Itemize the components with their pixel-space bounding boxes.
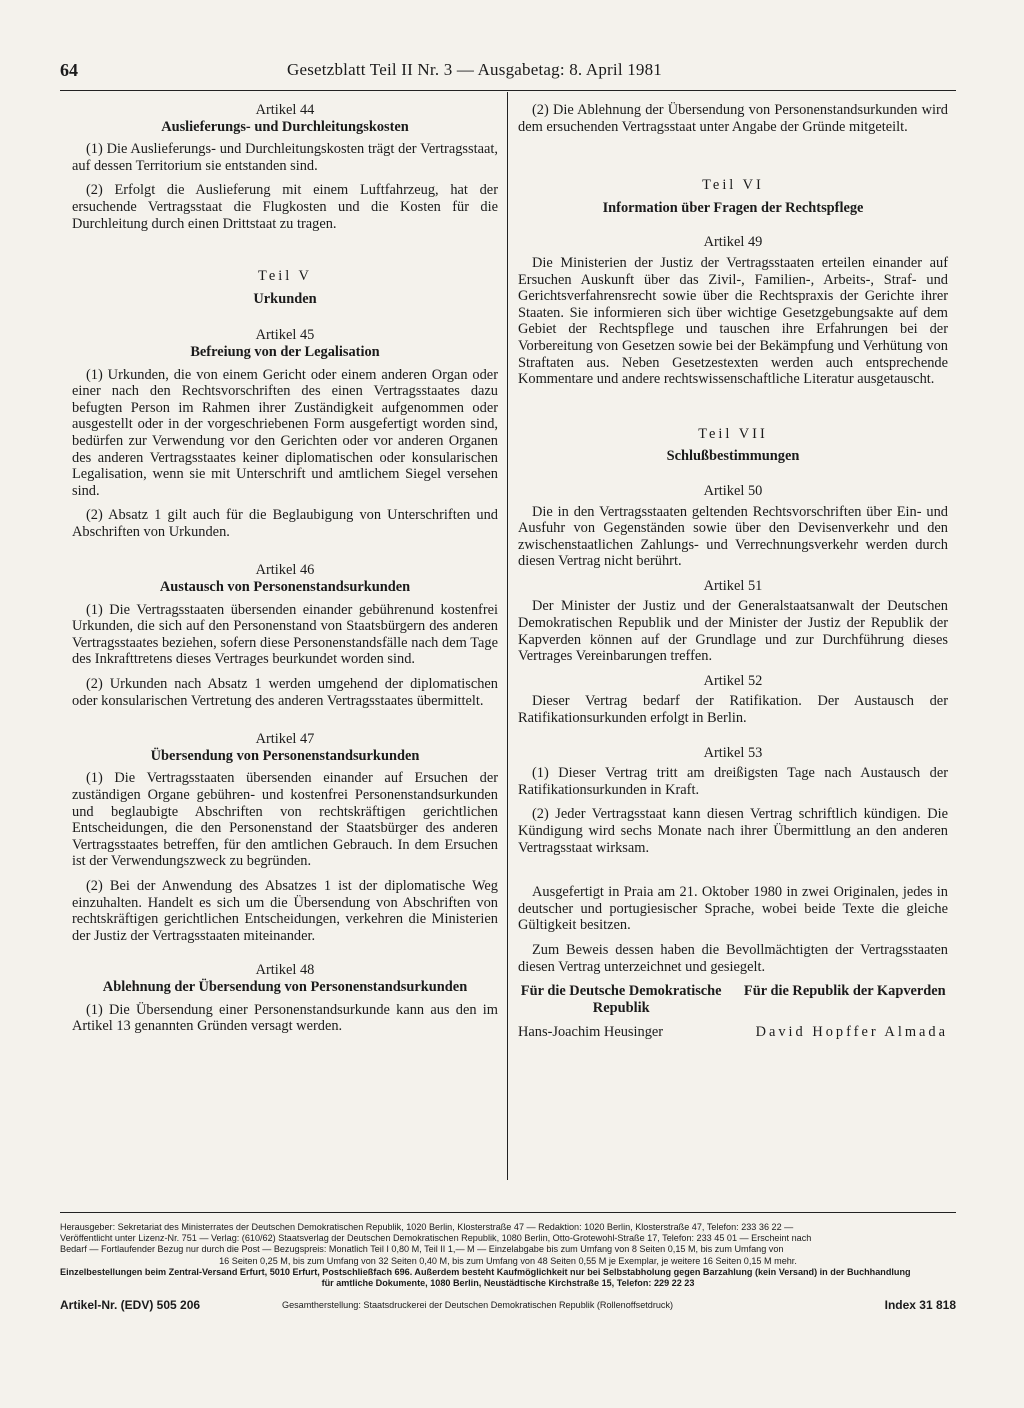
footer-bar	[60, 1298, 956, 1314]
article-51-label: Artikel 51	[703, 577, 763, 594]
article-46-label: Artikel 46	[255, 562, 315, 579]
printer-credit: Gesamtherstellung: Staatsdruckerei der Deutschen Demokratischen Republik (Rollenoffsetdruck)	[282, 1300, 674, 1310]
signature-names	[518, 1024, 948, 1041]
witness-paragraph: Zum Beweis dessen haben die Bevollmächtigten der Vertragsstaaten diesen Vertrag unterzeichnet und gesiegelt.	[518, 941, 948, 975]
imprint-line-4: 16 Seiten 0,25 M, bis zum Umfang von 32 Seiten 0,40 M, bis zum Umfang von 48 Seiten 0,55 M je Exemplar, je weitere 16 Seiten 0,15 M mehr.	[219, 1255, 797, 1266]
article-48-heading: Ablehnung der Übersendung von Personenstandsurkunden	[102, 978, 468, 995]
article-53-paragraph-2: (2) Jeder Vertragsstaat kann diesen Vertrag schriftlich kündigen. Die Kündigung wird sechs Monate nach ihrer Übermittlung an den anderen Vertragsstaat wirksam.	[518, 806, 948, 856]
article-47-paragraph-2: (2) Bei der Anwendung des Absatzes 1 ist der diplomatische Weg einzuhalten. Handelt es sich um die Übersendung von Abschriften von rechtskräftigen gerichtlichen Entscheidungen, verkehren die Ministerien der Justiz der Vertragsstaaten miteinander.	[72, 877, 498, 944]
article-52-label: Artikel 52	[703, 672, 763, 689]
imprint-line-5: Einzelbestellungen beim Zentral-Versand Erfurt, 5010 Erfurt, Postschließfach 696. Außerdem besteht Kaufmöglichkeit nur bei Selbstabholung gegen Barzahlung (kein Versand) in der Buchhandlung	[60, 1266, 911, 1277]
article-45-paragraph-1: (1) Urkunden, die von einem Gericht oder einem anderen Organ oder einer nach den Rechtsvorschriften des einen Vertragsstaates dazu befugten Person im Rahmen ihrer Zuständigkeit aufgenommen oder ausgestellt oder in der vorgeschriebenen Form ausgefertigt worden sind, bedürfen zur Verwendung vor den Gerichten oder vor anderen Organen des anderen Vertragsstaates keiner diplomatischen oder konsularischen Legalisation, wenn sie mit Unterschrift und amtlichem Siegel versehen sind.	[72, 366, 498, 499]
imprint-line-1: Herausgeber: Sekretariat des Ministerrates der Deutschen Demokratischen Republik, 1020 Berlin, Klosterstraße 47 — Redaktion: 1020 Berlin, Klosterstraße 47, Telefon: 233 36 22 —	[60, 1222, 794, 1232]
part-5-heading: Urkunden	[253, 290, 317, 307]
right-column	[518, 102, 948, 1041]
article-49-paragraph-1: Die Ministerien der Justiz der Vertragsstaaten erteilen einander auf Ersuchen Auskunft über das Zivil-, Familien-, Arbeits-, Straf- und Gerichtsverfahrensrecht sowie über die Rechtspraxis der Gerichte ihrer Staaten. Sie informieren sich über wichtige Gesetzgebungsakte auf dem Gebiet der Rechtspflege und tauschen ihre Erfahrungen bei der Vorbereitung von Gesetzen sowie bei der Bekämpfung und Verhütung von Straftaten aus. Neben Gesetzestexten werden auch entsprechende Kommentare und andere rechtswissenschaftliche Literatur ausgetauscht.	[518, 254, 948, 388]
article-45-label: Artikel 45	[255, 327, 315, 344]
article-53-paragraph-1: (1) Dieser Vertrag tritt am dreißigsten Tage nach Austausch der Ratifikationsurkunden in Kraft.	[518, 765, 948, 798]
article-44-paragraph-1: (1) Die Auslieferungs- und Durchleitungskosten trägt der Vertragsstaat, auf dessen Territorium sie entstanden sind.	[72, 141, 498, 174]
part-6-heading: Information über Fragen der Rechtspflege	[602, 199, 864, 216]
article-53-label: Artikel 53	[703, 744, 763, 761]
article-52-paragraph-1: Dieser Vertrag bedarf der Ratifikation. Der Austausch der Ratifikationsurkunden erfolgt in Berlin.	[518, 693, 948, 727]
column-divider	[507, 92, 508, 1180]
article-47-label: Artikel 47	[255, 731, 315, 748]
header-rule	[60, 90, 956, 91]
signature-titles	[518, 983, 948, 1016]
part-6-label: Teil VI	[702, 177, 764, 194]
footer-rule	[60, 1212, 956, 1213]
article-51-paragraph-1: Der Minister der Justiz und der Generalstaatsanwalt der Deutschen Demokratischen Republik und der Minister der Justiz der Republik der Kapverden können auf der Grundlage und zur Durchführung dieses Vertrages Vereinbarungen treffen.	[518, 598, 948, 665]
article-48-label: Artikel 48	[255, 962, 315, 979]
page-header	[60, 60, 956, 84]
page-number: 64	[60, 60, 78, 80]
running-title: Gesetzblatt Teil II Nr. 3 — Ausgabetag: 8. April 1981	[287, 60, 663, 79]
left-column	[72, 102, 498, 1043]
signatory-gdr: Hans-Joachim Heusinger	[518, 1024, 664, 1041]
article-46-paragraph-1: (1) Die Vertragsstaaten übersenden einander gebührenund kostenfrei Urkunden, die sich auf den Personenstand von Staatsbürgern des anderen Vertragsstaates beziehen, sofern diese Personenstandsfälle nach dem Tage des Inkrafttretens dieses Vertrages beurkundet worden sind.	[72, 601, 498, 668]
part-7-heading: Schlußbestimmungen	[666, 448, 800, 465]
article-46-paragraph-2: (2) Urkunden nach Absatz 1 werden umgehend der diplomatischen oder konsularischen Vertretung des anderen Vertragsstaates übermittelt.	[72, 676, 498, 709]
imprint-line-3: Bedarf — Fortlaufender Bezug nur durch die Post — Bezugspreis: Monatlich Teil I 0,80 M, Teil II 1,— M — Einzelabgabe bis zum Umfang von 8 Seiten 0,15 M, bis zum Umfang von	[60, 1244, 784, 1255]
part-7-label: Teil VII	[698, 425, 768, 442]
closing-paragraph: Ausgefertigt in Praia am 21. Oktober 1980 in zwei Originalen, jedes in deutscher und portugiesischer Sprache, wobei beide Texte die gleiche Gültigkeit besitzen.	[518, 884, 948, 934]
article-50-label: Artikel 50	[703, 482, 763, 499]
part-5-label: Teil V	[258, 268, 312, 285]
article-44-heading: Auslieferungs- und Durchleitungskosten	[161, 118, 409, 135]
signatory-cape-verde: David Hopffer Almada	[755, 1024, 948, 1041]
article-49-label: Artikel 49	[703, 234, 763, 251]
index-number: Index 31 818	[884, 1298, 956, 1312]
article-47-paragraph-1: (1) Die Vertragsstaaten übersenden einander auf Ersuchen der zuständigen Organe gebühren- und kostenfrei Personenstandsurkunden und beglaubigte Abschriften von rechtskräftigen gerichtlichen Entscheidungen, die den Personenstand der Staatsbürger des anderen Vertragsstaates betreffen, für den amtlichen Gebrauch. In dem Ersuchen ist der Verwendungszweck zu begründen.	[72, 770, 498, 870]
article-47-heading: Übersendung von Personenstandsurkunden	[150, 747, 420, 764]
imprint-line-6: für amtliche Dokumente, 1080 Berlin, Neustädtische Kirchstraße 15, Telefon: 229 22 23	[321, 1278, 695, 1289]
article-48-paragraph-1: (1) Die Übersendung einer Personenstandsurkunde kann aus den im Artikel 13 genannten Gründen versagt werden.	[72, 1001, 498, 1035]
article-46-heading: Austausch von Personenstandsurkunden	[159, 579, 411, 596]
article-44-paragraph-2: (2) Erfolgt die Auslieferung mit einem Luftfahrzeug, hat der ersuchende Vertragsstaat die Flugkosten und die Kosten für die Durchleitung durch einen Drittstaat zu tragen.	[72, 182, 498, 232]
article-48-paragraph-2: (2) Die Ablehnung der Übersendung von Personenstandsurkunden wird dem ersuchenden Vertragsstaat unter Angabe der Gründe mitgeteilt.	[518, 102, 948, 135]
signature-title-gdr: Für die Deutsche Demokratische Republik	[520, 983, 722, 1016]
article-50-paragraph-1: Die in den Vertragsstaaten geltenden Rechtsvorschriften über Ein- und Ausfuhr von Gegenständen sowie über den Devisenverkehr und den zwischenstaatlichen Zahlungs- und Verrechnungsverkehr werden durch diesen Vertrag nicht berührt.	[518, 503, 948, 570]
article-45-paragraph-2: (2) Absatz 1 gilt auch für die Beglaubigung von Unterschriften und Abschriften von Urkunden.	[72, 507, 498, 540]
imprint-line-2: Veröffentlicht unter Lizenz-Nr. 751 — Verlag: (610/62) Staatsverlag der Deutschen Demokratischen Republik, 1080 Berlin, Otto-Grotewohl-Straße 17, Telefon: 233 45 01 — Erscheint nach	[60, 1233, 812, 1244]
imprint	[60, 1222, 956, 1289]
article-number: Artikel-Nr. (EDV) 505 206	[60, 1298, 201, 1312]
signature-title-cape-verde: Für die Republik der Kapverden	[743, 983, 946, 1000]
article-44-label: Artikel 44	[255, 102, 315, 118]
article-45-heading: Befreiung von der Legalisation	[190, 343, 380, 360]
